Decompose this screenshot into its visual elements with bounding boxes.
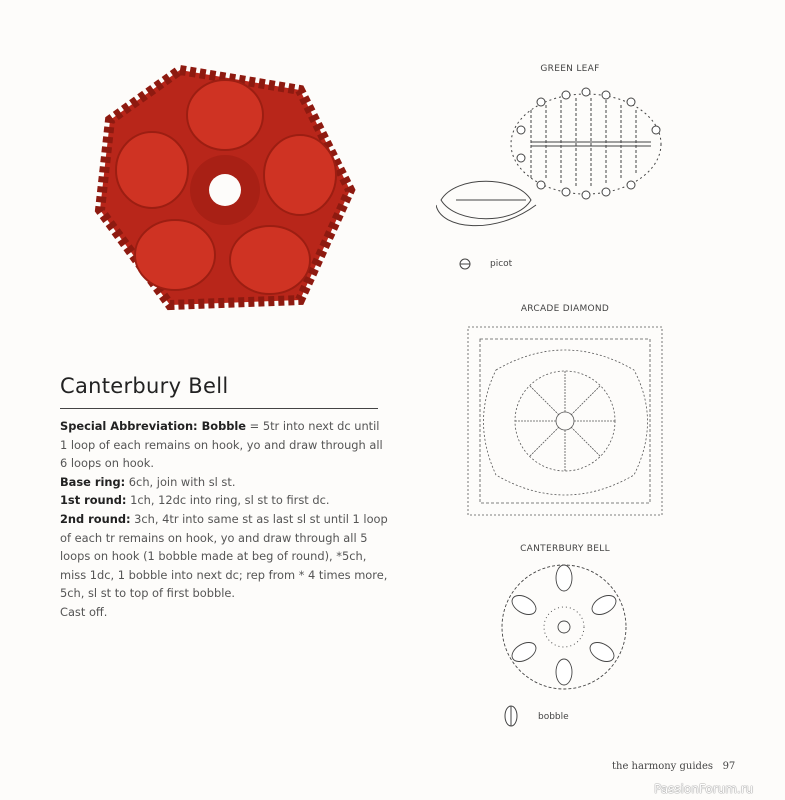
instruction-label: Base ring:	[60, 474, 126, 489]
instruction-text: 3ch, 4tr into same st as last sl st until 1 loop of each tr remains on hook, yo and draw through all 5 loops on hook (1 bobble made at beg of round), *5ch, miss 1dc, 1 bobble into next dc; rep from * 4 times more, 5ch, sl st to top of first bobble.	[60, 511, 388, 601]
canterbury-bell-diagram	[494, 560, 634, 695]
arcade-diamond-diagram	[466, 325, 664, 517]
bobble-symbol-icon	[504, 705, 518, 727]
instruction-round-1	[60, 491, 390, 510]
instruction-label: Special Abbreviation: Bobble	[60, 419, 247, 433]
instruction-special-abbreviation	[60, 417, 390, 473]
title-divider	[60, 408, 378, 409]
watermark: PassionForum.ru	[654, 782, 754, 796]
instruction-text: = 5tr into next dc until 1 loop of each remains on hook, yo and draw through all 6 loops on hook.	[60, 419, 383, 471]
picot-symbol-icon	[458, 257, 472, 271]
page-footer	[612, 761, 735, 772]
pattern-title: Canterbury Bell	[60, 374, 229, 398]
green-leaf-caption: GREEN LEAF	[540, 64, 600, 74]
instruction-label: 1st round:	[60, 493, 127, 508]
instruction-base-ring	[60, 473, 390, 492]
instruction-text: 6ch, join with sl st.	[125, 474, 236, 489]
picot-legend-label: picot	[490, 259, 513, 269]
canterbury-bell-caption: CANTERBURY BELL	[520, 544, 610, 554]
instruction-cast-off	[60, 603, 390, 622]
green-leaf-diagram	[436, 80, 666, 240]
page-number: 97	[722, 761, 736, 772]
pattern-instructions	[60, 417, 390, 622]
bobble-legend-label: bobble	[538, 712, 569, 722]
instruction-label: 2nd round:	[60, 511, 131, 526]
book-title: the harmony guides	[612, 761, 714, 772]
instruction-text: Cast off.	[60, 604, 108, 619]
arcade-diamond-caption: ARCADE DIAMOND	[520, 304, 610, 314]
instruction-text: 1ch, 12dc into ring, sl st to first dc.	[126, 493, 330, 508]
crochet-flower-photo	[80, 60, 370, 320]
instruction-round-2	[60, 510, 390, 603]
